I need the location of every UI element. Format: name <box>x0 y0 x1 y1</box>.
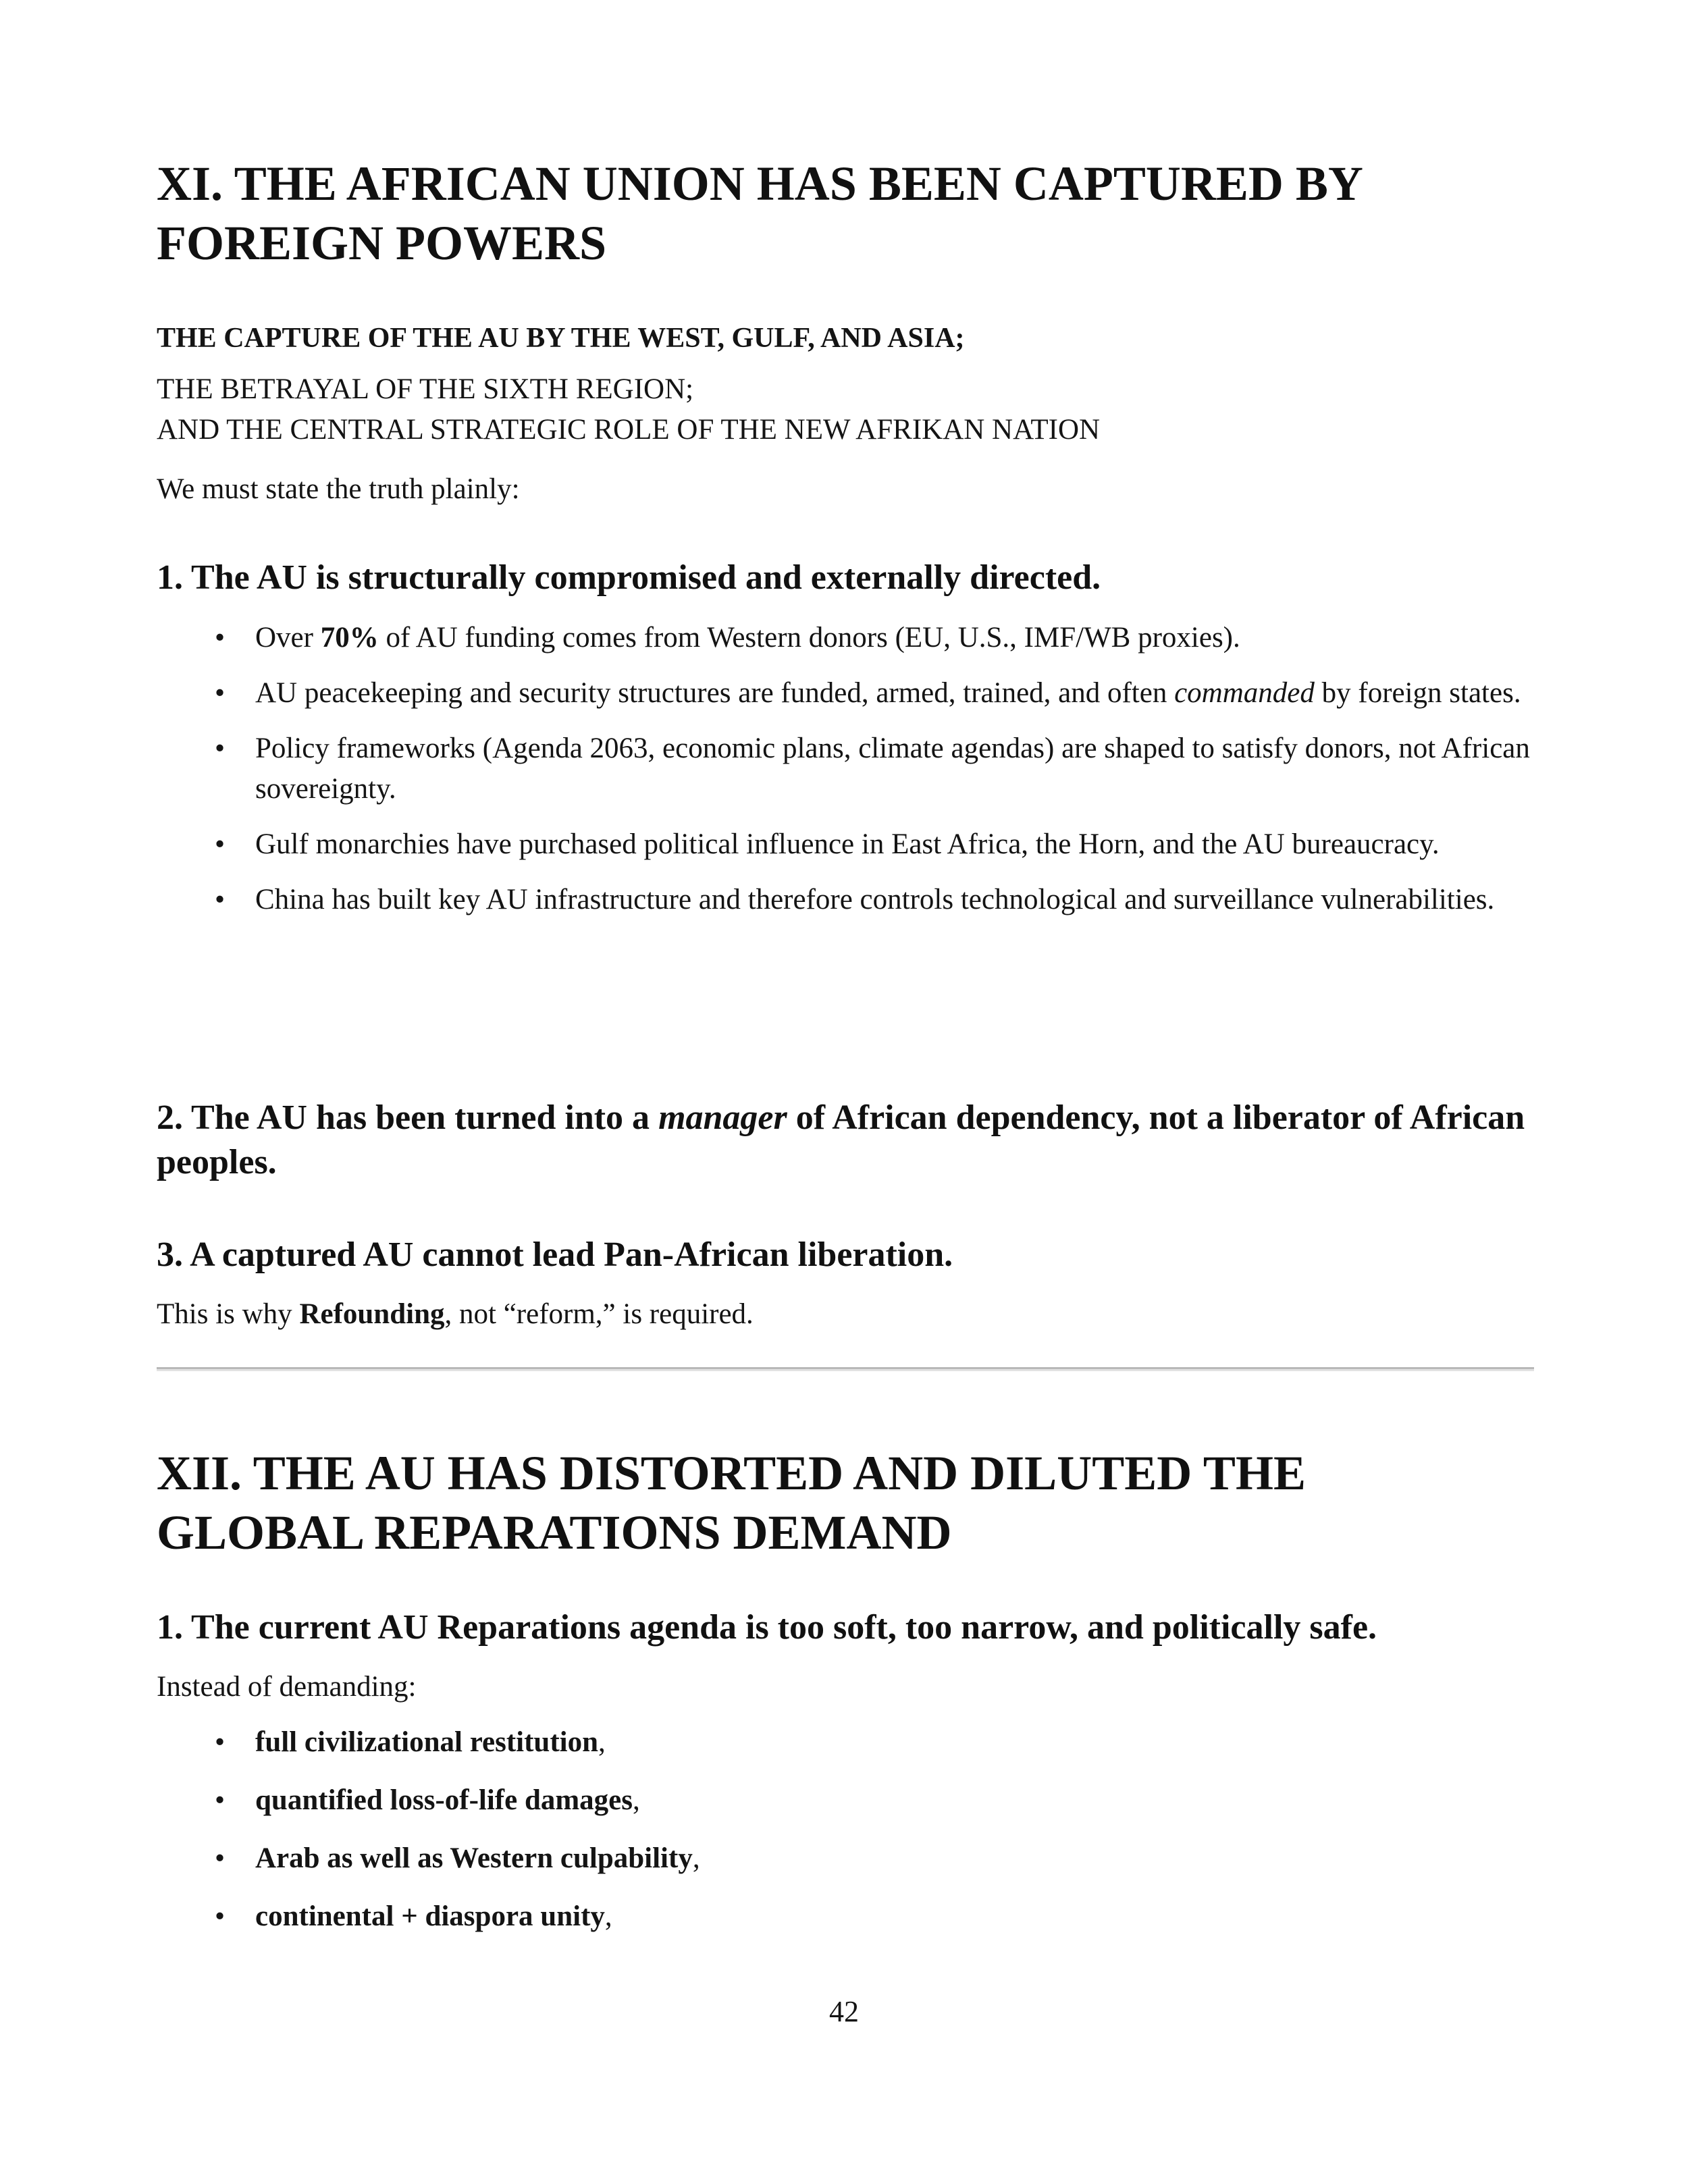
reparations-item: • continental + diaspora unity, <box>157 1896 1534 1937</box>
section-11-heading-line1: XI. THE AFRICAN UNION HAS BEEN CAPTURED BY <box>157 157 1363 211</box>
bullet-peacekeeping-italic: commanded <box>1174 677 1315 709</box>
section-11-subheading: THE CAPTURE OF THE AU BY THE WEST, GULF, AND ASIA; <box>157 323 965 354</box>
section-12-heading <box>157 1443 1534 1562</box>
bullet-peacekeeping: • AU peacekeeping and security structures are funded, armed, trained, and often commanded by foreign states. <box>157 673 1534 714</box>
reparations-item: • quantified loss-of-life damages, <box>157 1780 1534 1821</box>
bullet-funding-bold: 70% <box>320 622 379 654</box>
section-11-heading <box>157 154 1534 273</box>
refounding-bold: Refounding <box>299 1298 445 1330</box>
section-11-sublines <box>157 369 1534 450</box>
reparations-item: • Arab as well as Western culpability, <box>157 1838 1534 1879</box>
section-12-heading-line1: XII. THE AU HAS DISTORTED AND DILUTED THE <box>157 1446 1306 1500</box>
section-12-point-1-intro: Instead of demanding: <box>157 1671 417 1703</box>
section-12-heading-line2: GLOBAL REPARATIONS DEMAND <box>157 1506 952 1560</box>
section-11-point-3-text: This is why Refounding, not “reform,” is required. <box>157 1298 754 1330</box>
section-11-subline-1: THE BETRAYAL OF THE SIXTH REGION; <box>157 373 694 405</box>
section-11-intro: We must state the truth plainly: <box>157 473 520 505</box>
bullet-funding: • Over 70% of AU funding comes from Western donors (EU, U.S., IMF/WB proxies). <box>157 618 1534 658</box>
section-12-point-1-bullets <box>157 1722 1534 1937</box>
section-divider <box>157 1367 1534 1371</box>
section-11-point-1-heading: 1. The AU is structurally compromised and externally directed. <box>157 558 1101 597</box>
section-11-point-3-heading: 3. A captured AU cannot lead Pan-African liberation. <box>157 1235 953 1274</box>
section-11-point-1-bullets <box>157 618 1534 920</box>
bullet-gulf-monarchies: • Gulf monarchies have purchased political influence in East Africa, the Horn, and the AU bureaucracy. <box>157 824 1534 865</box>
section-11-point-2-heading: 2. The AU has been turned into a manager of African dependency, not a liberator of African peoples. <box>157 1098 1525 1181</box>
section-11-subline-2: AND THE CENTRAL STRATEGIC ROLE OF THE NEW AFRIKAN NATION <box>157 414 1101 446</box>
bullet-policy-frameworks: • Policy frameworks (Agenda 2063, economic plans, climate agendas) are shaped to satisfy donors, not African sovereignty. <box>157 728 1534 809</box>
bullet-china: • China has built key AU infrastructure and therefore controls technological and surveillance vulnerabilities. <box>157 880 1534 920</box>
point-2-italic: manager <box>658 1098 787 1137</box>
section-12-point-1-heading: 1. The current AU Reparations agenda is too soft, too narrow, and politically safe. <box>157 1608 1377 1647</box>
section-11-heading-line2: FOREIGN POWERS <box>157 216 607 270</box>
reparations-item: • full civilizational restitution, <box>157 1722 1534 1763</box>
page-number: 42 <box>829 1995 859 2028</box>
